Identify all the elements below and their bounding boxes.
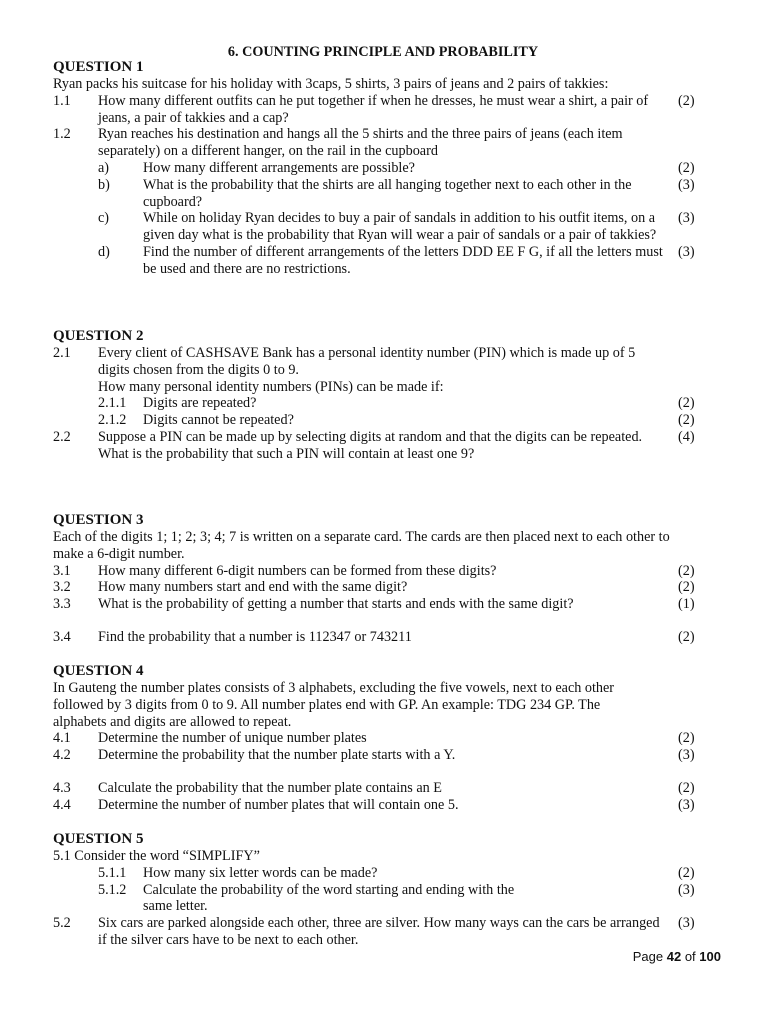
item-text: How many different outfits can he put together if when he dresses, he must wear a shirt, a pair of jeans, a pair of takkies and a cap? — [98, 92, 649, 126]
item-number: 2.1 — [53, 345, 71, 361]
question-1-intro: Ryan packs his suitcase for his holiday with 3caps, 5 shirts, 3 pairs of jeans and 2 pairs of takkies: — [53, 76, 609, 92]
page-total: 100 — [699, 949, 721, 964]
item-1-2-b — [98, 177, 730, 211]
item-number: 5.2 — [53, 915, 71, 932]
question-5-heading: QUESTION 5 — [53, 831, 144, 847]
item-2-2 — [53, 429, 730, 463]
item-1-2 — [53, 126, 730, 160]
item-number: 2.2 — [53, 428, 71, 445]
item-2-1-2 — [98, 412, 730, 429]
item-text: Find the probability that a number is 112347 or 743211 — [98, 628, 412, 645]
item-mark: (3) — [678, 881, 695, 898]
item-4-4 — [53, 797, 730, 814]
item-mark: (3) — [678, 243, 695, 260]
item-5-1-2 — [98, 882, 730, 916]
item-mark: (3) — [678, 915, 695, 932]
item-mark: (2) — [678, 779, 695, 796]
item-text: How many six letter words can be made? — [143, 864, 378, 881]
question-3 — [53, 512, 730, 646]
item-label: 5.1.1 — [98, 864, 127, 881]
item-label: a) — [98, 159, 110, 176]
item-mark: (3) — [678, 176, 695, 193]
item-text: What is the probability of getting a number that starts and ends with the same digit? — [98, 596, 574, 613]
page-prefix: Page — [632, 949, 667, 964]
item-mark: (2) — [678, 92, 695, 109]
page-of: of — [681, 949, 700, 964]
item-subtext: How many personal identity numbers (PINs) can be made if: — [98, 378, 444, 395]
item-number: 1.2 — [53, 126, 71, 143]
item-number: 3.1 — [53, 562, 71, 579]
question-4 — [53, 663, 730, 814]
item-5-1-1 — [98, 865, 730, 882]
item-text: Ryan reaches his destination and hangs all the 5 shirts and the three pairs of jeans (each item separately) on a different hanger, on the rail in the cupboard — [98, 126, 623, 160]
item-text: Determine the probability that the number plate starts with a Y. — [98, 747, 456, 764]
item-4-2 — [53, 747, 730, 764]
item-text: How many different 6-digit numbers can be formed from these digits? — [98, 562, 497, 579]
item-label: 5.1.2 — [98, 881, 127, 898]
section-title: 6. COUNTING PRINCIPLE AND PROBABILITY — [227, 44, 539, 60]
item-text: Every client of CASHSAVE Bank has a personal identity number (PIN) which is made up of 5 digits chosen from the digits 0 to 9. — [98, 345, 636, 378]
item-text: How many different arrangements are possible? — [143, 159, 415, 176]
item-mark: (2) — [678, 730, 695, 747]
item-mark: (2) — [678, 412, 695, 429]
item-text: How many numbers start and end with the same digit? — [98, 579, 408, 596]
item-label: b) — [98, 176, 110, 193]
page-footer — [633, 949, 721, 966]
item-text: Determine the number of unique number plates — [98, 730, 367, 747]
item-text: Digits cannot be repeated? — [143, 412, 294, 429]
item-1-1 — [53, 93, 730, 127]
item-text: Suppose a PIN can be made up by selecting digits at random and that the digits can be repeated. What is the probability that such a PIN will contain at least one 9? — [98, 428, 643, 462]
item-mark: (2) — [678, 395, 695, 412]
item-text: Calculate the probability that the number plate contains an E — [98, 779, 442, 796]
item-text: Six cars are parked alongside each other, three are silver. How many ways can the cars be arranged if the silver cars have to be next to each other. — [98, 915, 660, 948]
question-2 — [53, 328, 730, 463]
question-3-heading: QUESTION 3 — [53, 512, 144, 528]
item-3-2 — [53, 579, 730, 596]
item-label: 2.1.1 — [98, 395, 127, 412]
item-number: 1.1 — [53, 92, 71, 109]
question-4-intro: In Gauteng the number plates consists of 3 alphabets, excluding the five vowels, next to each other followed by 3 digits from 0 to 9. All number plates end with GP. An example: TDG 234 GP. The alphabets and digits are allowed to repeat. — [53, 680, 615, 730]
item-text: Digits are repeated? — [143, 395, 257, 412]
item-number: 4.2 — [53, 747, 71, 764]
question-1-heading: QUESTION 1 — [53, 59, 144, 75]
item-mark: (4) — [678, 428, 695, 445]
item-3-1 — [53, 563, 730, 580]
page-number: 42 — [666, 949, 682, 964]
item-label: d) — [98, 243, 110, 260]
item-number: 4.3 — [53, 779, 71, 796]
item-mark: (1) — [678, 596, 695, 613]
question-5 — [53, 831, 730, 949]
question-3-intro: Each of the digits 1; 1; 2; 3; 4; 7 is written on a separate card. The cards are then placed next to each other to make a 6-digit number. — [53, 529, 670, 562]
item-mark: (2) — [678, 579, 695, 596]
item-5-2 — [53, 915, 730, 949]
question-5-intro: 5.1 Consider the word “SIMPLIFY” — [53, 848, 260, 864]
item-text: While on holiday Ryan decides to buy a pair of sandals in addition to his outfit items, on a given day what is the probability that Ryan will wear a pair of sandals or a pair of takkies? — [143, 210, 657, 244]
item-1-2-d — [98, 244, 730, 278]
item-text: Find the number of different arrangements of the letters DDD EE F G, if all the letters must be used and there are no restrictions. — [143, 243, 663, 277]
item-text: What is the probability that the shirts are all hanging together next to each other in the cupboard? — [143, 176, 632, 210]
item-3-3 — [53, 596, 730, 613]
item-text: Determine the number of number plates that will contain one 5. — [98, 796, 459, 813]
item-mark: (2) — [678, 628, 695, 645]
item-number: 3.2 — [53, 579, 71, 596]
document-page — [53, 0, 730, 1024]
question-4-heading: QUESTION 4 — [53, 663, 144, 679]
item-label: c) — [98, 210, 110, 227]
item-2-1-1 — [98, 395, 730, 412]
item-2-1 — [53, 345, 730, 395]
item-text: Calculate the probability of the word starting and ending with the same letter. — [143, 881, 515, 915]
question-1 — [53, 59, 730, 278]
item-mark: (3) — [678, 796, 695, 813]
item-number: 4.4 — [53, 796, 71, 813]
item-label: 2.1.2 — [98, 412, 127, 429]
item-mark: (3) — [678, 210, 695, 227]
item-mark: (2) — [678, 562, 695, 579]
item-4-1 — [53, 730, 730, 747]
item-mark: (2) — [678, 159, 695, 176]
item-number: 4.1 — [53, 730, 71, 747]
item-mark: (2) — [678, 864, 695, 881]
item-3-4 — [53, 629, 730, 646]
item-1-2-a — [98, 160, 730, 177]
item-number: 3.4 — [53, 628, 71, 645]
item-mark: (3) — [678, 747, 695, 764]
item-4-3 — [53, 780, 730, 797]
item-number: 3.3 — [53, 596, 71, 613]
question-2-heading: QUESTION 2 — [53, 328, 144, 344]
item-1-2-c — [98, 210, 730, 244]
